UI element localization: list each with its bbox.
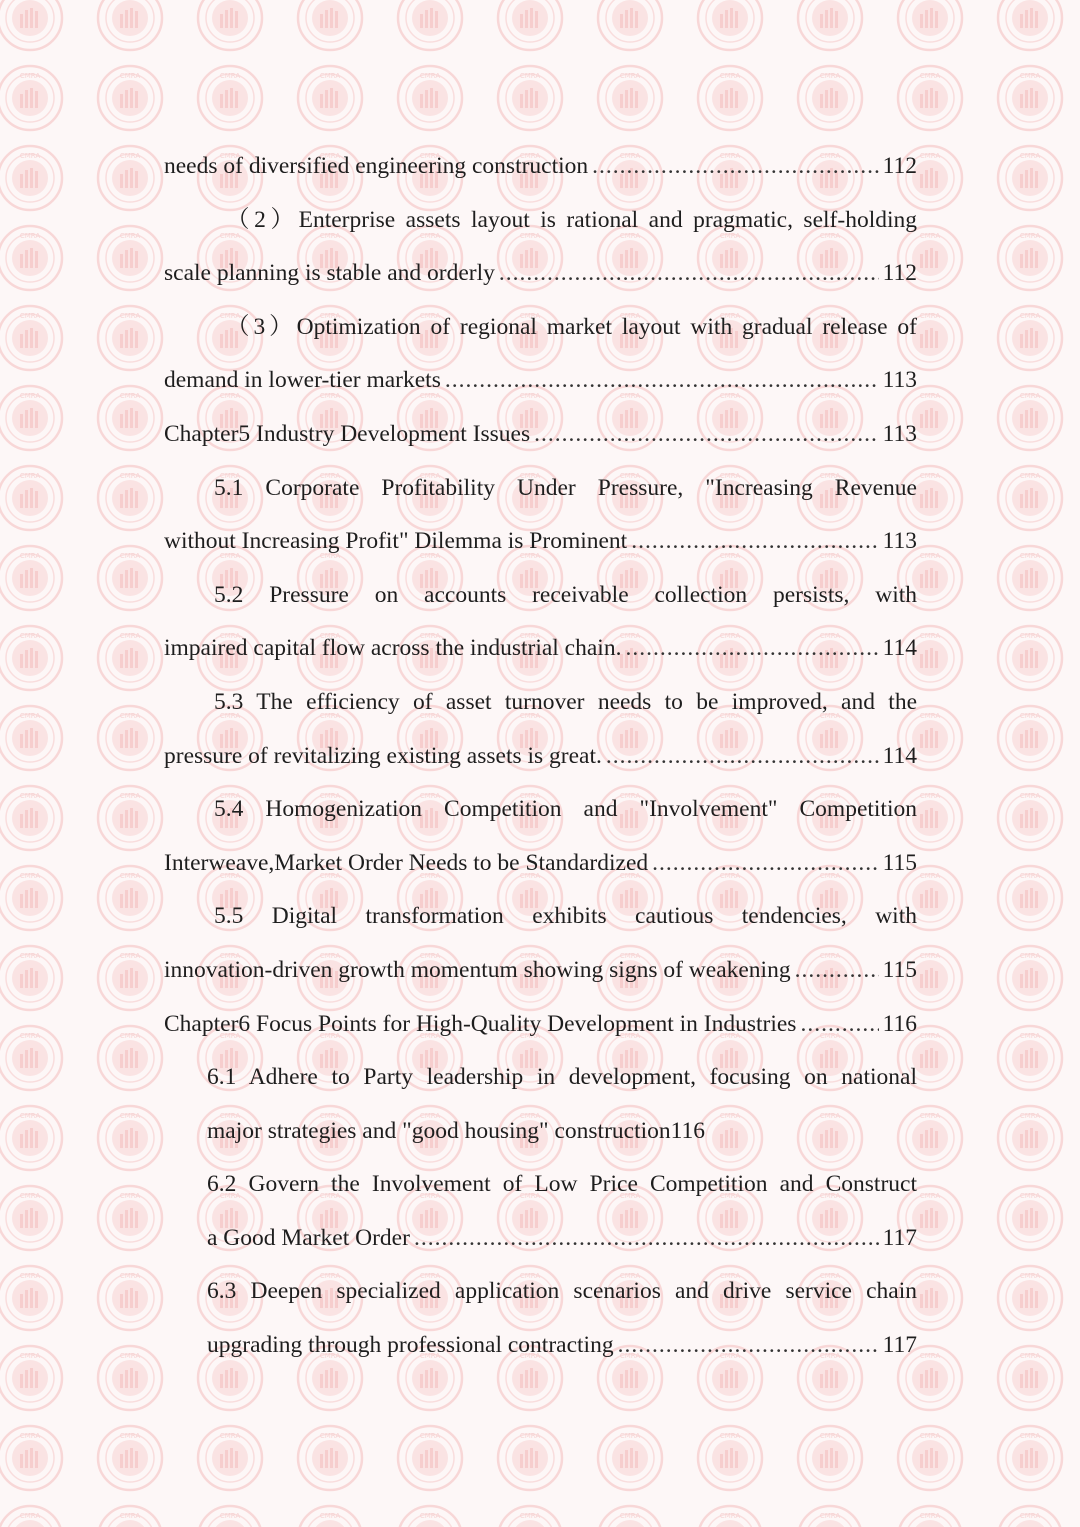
- toc-line[interactable]: [164, 408, 917, 462]
- dot-leader: [534, 408, 878, 462]
- toc-entry-text: 5.1 Corporate Profitability Under Pressure, "Increasing Revenue: [214, 474, 917, 501]
- toc-entry-text: （3）Optimization of regional market layout with gradual release of: [226, 313, 917, 340]
- dot-leader: [414, 1212, 879, 1266]
- toc-page-number: 113: [882, 367, 917, 394]
- toc-entry-text: major strategies and "good housing" construction116: [207, 1117, 706, 1144]
- toc-line[interactable]: [164, 515, 917, 569]
- toc-page-number: 116: [882, 1010, 917, 1037]
- dot-leader: [606, 730, 879, 784]
- toc-line[interactable]: [164, 569, 917, 623]
- toc-page-number: 113: [882, 420, 917, 447]
- toc-line[interactable]: [164, 837, 917, 891]
- toc-page-number: 114: [882, 635, 917, 662]
- dot-leader: [499, 247, 879, 301]
- toc-entry-text: 5.4 Homogenization Competition and "Involvement" Competition: [214, 796, 917, 823]
- toc-page-number: 112: [882, 260, 917, 287]
- toc-line[interactable]: [164, 301, 917, 355]
- toc-line[interactable]: [164, 730, 917, 784]
- toc-entry-text: pressure of revitalizing existing assets is great.: [164, 742, 602, 769]
- toc-entry-text: impaired capital flow across the industrial chain.: [164, 635, 622, 662]
- toc-line[interactable]: [164, 622, 917, 676]
- toc-entry-text: without Increasing Profit" Dilemma is Prominent: [164, 528, 628, 555]
- toc-line[interactable]: [164, 1212, 917, 1266]
- toc-entry-text: 6.3 Deepen specialized application scenarios and drive service chain: [207, 1278, 917, 1305]
- dot-leader: [445, 354, 879, 408]
- dot-leader: [652, 837, 878, 891]
- toc-line[interactable]: [164, 1158, 917, 1212]
- dot-leader: [618, 1319, 879, 1373]
- toc-line[interactable]: [164, 998, 917, 1052]
- toc-line[interactable]: [164, 890, 917, 944]
- toc-page-number: 112: [882, 153, 917, 179]
- table-of-contents: [164, 140, 917, 1373]
- toc-line[interactable]: [164, 354, 917, 408]
- toc-line[interactable]: [164, 783, 917, 837]
- toc-page-number: 114: [882, 742, 917, 769]
- toc-entry-text: 5.3 The efficiency of asset turnover needs to be improved, and the: [214, 688, 917, 715]
- toc-line[interactable]: [164, 140, 917, 194]
- toc-line[interactable]: [164, 676, 917, 730]
- toc-entry-text: scale planning is stable and orderly: [164, 260, 495, 287]
- toc-entry-text: needs of diversified engineering construction: [164, 153, 589, 179]
- toc-page-number: 113: [882, 528, 917, 555]
- dot-leader: [625, 622, 878, 676]
- toc-entry-text: upgrading through professional contracting: [207, 1332, 614, 1359]
- dot-leader: [631, 515, 878, 569]
- toc-entry-text: Chapter6 Focus Points for High-Quality Development in Industries: [164, 1010, 797, 1037]
- toc-line[interactable]: [164, 1051, 917, 1105]
- toc-line[interactable]: [164, 462, 917, 516]
- toc-entry-text: 6.1 Adhere to Party leadership in development, focusing on national: [207, 1064, 917, 1091]
- toc-line[interactable]: [164, 194, 917, 248]
- dot-leader: [592, 140, 878, 194]
- toc-line[interactable]: [164, 1265, 917, 1319]
- toc-line[interactable]: [164, 944, 917, 998]
- toc-entry-text: demand in lower-tier markets: [164, 367, 441, 394]
- toc-entry-text: Interweave,Market Order Needs to be Standardized: [164, 849, 649, 876]
- dot-leader: [800, 998, 878, 1052]
- toc-entry-text: innovation-driven growth momentum showing signs of weakening: [164, 956, 791, 983]
- toc-entry-text: 6.2 Govern the Involvement of Low Price Competition and Construct: [207, 1171, 917, 1198]
- toc-line[interactable]: [164, 1105, 917, 1159]
- toc-entry-text: a Good Market Order: [207, 1224, 410, 1251]
- toc-entry-text: 5.5 Digital transformation exhibits cautious tendencies, with: [214, 903, 917, 930]
- toc-entry-text: 5.2 Pressure on accounts receivable collection persists, with: [214, 581, 917, 608]
- toc-page-number: 115: [882, 849, 917, 876]
- toc-line[interactable]: [164, 247, 917, 301]
- toc-page-number: 115: [882, 956, 917, 983]
- toc-page-number: 117: [882, 1332, 917, 1359]
- dot-leader: [795, 944, 879, 998]
- toc-entry-text: Chapter5 Industry Development Issues: [164, 420, 531, 447]
- toc-line[interactable]: [164, 1319, 917, 1373]
- toc-page-number: 117: [882, 1224, 917, 1251]
- toc-entry-text: （2）Enterprise assets layout is rational and pragmatic, self-holding: [226, 206, 917, 233]
